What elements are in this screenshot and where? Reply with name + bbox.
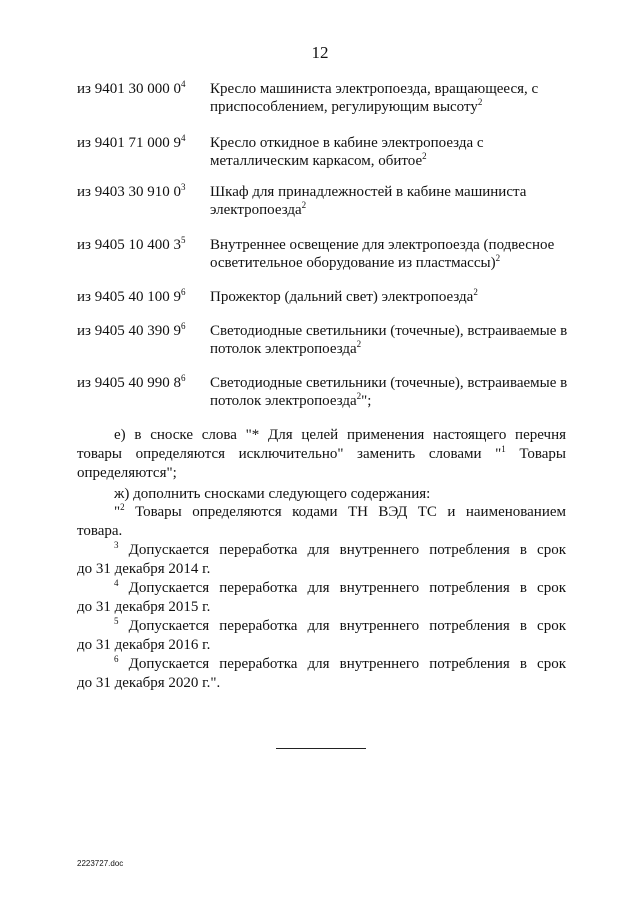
tariff-code: из 9401 71 000 $9^4$	[77, 133, 186, 151]
tariff-code: из 9401 30 000 $0^4$	[77, 79, 186, 97]
document-id: 2223727.doc	[77, 859, 124, 868]
paragraph-line: до 31 декабря 2020 г.".	[77, 675, 221, 691]
paragraph-line: $^3$ Допускается переработка для внутреннего потребления в срок	[114, 540, 566, 558]
paragraph-line: определяются";	[77, 465, 177, 481]
paragraph-line: е) в сноске слова "* Для целей применения настоящего перечня	[114, 427, 566, 443]
paragraph-line: $^4$ Допускается переработка для внутреннего потребления в срок	[114, 578, 566, 596]
footnote	[77, 541, 566, 579]
paragraph-line: "$^2$ Товары определяются кодами ТН ВЭД ТС и наименованием	[114, 502, 566, 520]
paragraph-line: $^6$ Допускается переработка для внутреннего потребления в срок	[114, 654, 566, 672]
paragraph-line: до 31 декабря 2015 г.	[77, 599, 211, 615]
item-description: Кресло машиниста электропоезда, вращающееся, с приспособлением, регулирующим высоту$^2$	[210, 81, 539, 115]
tariff-code: из 9405 40 390 $9^6$	[77, 321, 186, 339]
paragraph-line: товара.	[77, 523, 123, 539]
page-number: 12	[311, 43, 329, 62]
paragraph-zh: ж) дополнить сносками следующего содержания:	[114, 486, 431, 502]
item-description: Шкаф для принадлежностей в кабине машиниста электропоезда$^2$	[210, 184, 527, 218]
footnote	[77, 655, 566, 693]
paragraph-line: до 31 декабря 2016 г.	[77, 637, 211, 653]
paragraph-line: товары определяются исключительно" заменить словами "$^1$ Товары	[77, 444, 567, 462]
item-description: Прожектор (дальний свет) электропоезда$^2$	[210, 287, 478, 305]
footnote	[77, 503, 566, 541]
paragraph-line: до 31 декабря 2014 г.	[77, 561, 211, 577]
paragraph-line: $^5$ Допускается переработка для внутреннего потребления в срок	[114, 616, 566, 634]
footnote	[77, 617, 566, 655]
tariff-code: из 9405 40 990 $8^6$	[77, 373, 186, 391]
item-description: Кресло откидное в кабине электропоезда с металлическим каркасом, обитое$^2$	[210, 135, 484, 169]
item-description: Светодиодные светильники (точечные), встраиваемые в потолок электропоезда$^2$	[210, 323, 568, 357]
end-rule	[276, 748, 366, 749]
tariff-code: из 9405 10 400 $3^5$	[77, 235, 186, 253]
footnote	[77, 579, 566, 617]
item-description: Внутреннее освещение для электропоезда (подвесное осветительное оборудование из пластмассы)$^2$	[210, 237, 555, 271]
tariff-code: из 9405 40 100 $9^6$	[77, 287, 186, 305]
tariff-code: из 9403 30 910 $0^3$	[77, 182, 186, 200]
item-description: Светодиодные светильники (точечные), встраиваемые в потолок электропоезда$^2$";	[210, 375, 568, 409]
paragraph-e	[77, 426, 566, 483]
